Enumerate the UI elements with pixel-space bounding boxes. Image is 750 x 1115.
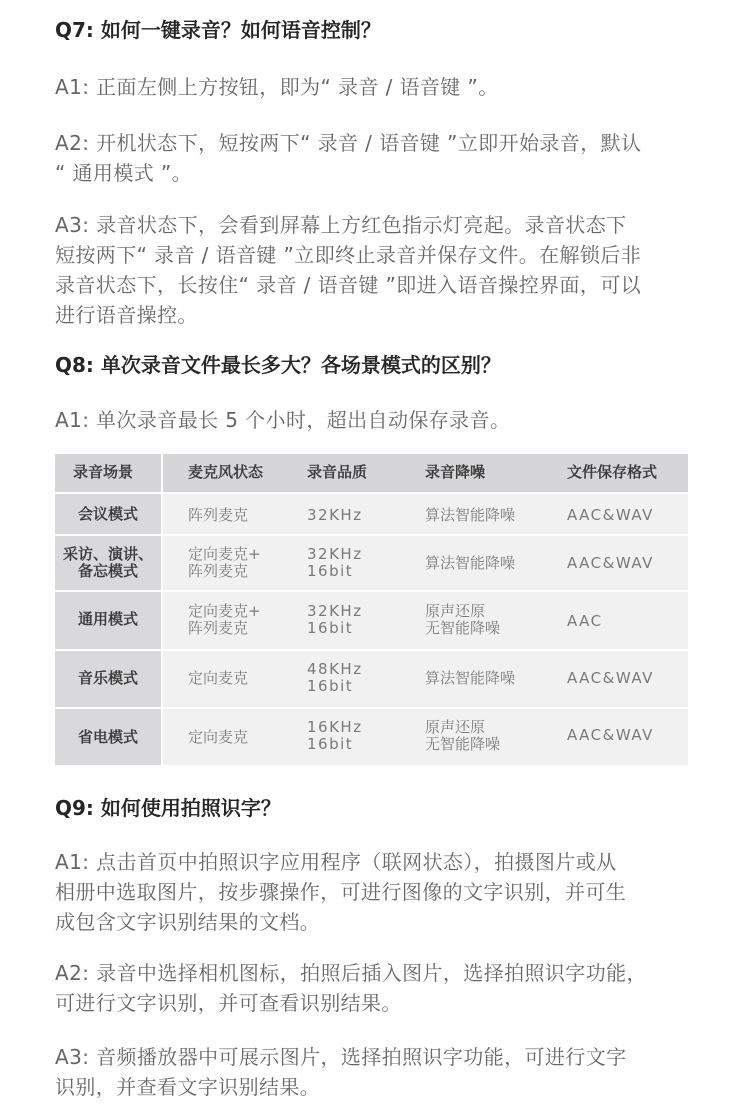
table-row-scene <box>55 506 161 523</box>
cell-line: 备忘模式 <box>77 562 138 580</box>
table-cell-quality <box>307 507 363 524</box>
q7-answer-2 <box>55 128 705 188</box>
cell-line: 48KHz <box>307 660 363 678</box>
cell-line: 16bit <box>307 677 354 695</box>
answer-line: 进行语音操控。 <box>55 303 198 327</box>
table-header-format: 文件保存格式 <box>567 463 658 481</box>
q7-question: Q7: 如何一键录音？如何语音控制？ <box>55 18 381 42</box>
table-cell-noise <box>425 670 515 687</box>
table-cell-noise <box>425 507 515 524</box>
table-cell-quality <box>307 546 363 580</box>
table-cell-mic <box>188 546 261 580</box>
answer-line: 识别，并查看文字识别结果。 <box>55 1075 321 1099</box>
q9-answer-2 <box>55 958 705 1018</box>
q8-question: Q8: 单次录音文件最长多大？各场景模式的区别？ <box>55 353 501 377</box>
table-header-noise: 录音降噪 <box>425 463 486 481</box>
table-cell-mic <box>188 603 261 637</box>
scene-mode-table <box>55 454 688 765</box>
cell-line: 阵列麦克 <box>188 562 249 580</box>
answer-line: 成包含文字识别结果的文档。 <box>55 910 321 934</box>
table-row-scene <box>55 546 161 580</box>
table-row-divider <box>55 534 688 536</box>
table-cell-noise <box>425 719 500 753</box>
cell-line: 16bit <box>307 619 354 637</box>
table-cell-mic <box>188 729 248 746</box>
table-cell-format <box>567 613 603 630</box>
cell-line: 16KHz <box>307 718 363 736</box>
cell-line: 16bit <box>307 562 354 580</box>
cell-line: 采访、演讲、 <box>62 545 153 563</box>
table-cell-quality <box>307 661 363 695</box>
table-cell-quality <box>307 603 363 637</box>
table-cell-noise <box>425 603 500 637</box>
answer-line: A2: 开机状态下，短按两下“ 录音 / 语音键 ”立即开始录音，默认 <box>55 131 642 155</box>
cell-line: AAC&WAV <box>567 554 654 572</box>
table-row-scene <box>55 670 161 687</box>
cell-line: 音乐模式 <box>77 669 138 687</box>
cell-line: 无智能降噪 <box>425 619 501 637</box>
cell-line: 会议模式 <box>77 505 138 523</box>
table-header-mic: 麦克风状态 <box>188 463 264 481</box>
table-row-divider <box>55 590 688 592</box>
table-row-divider <box>55 492 688 494</box>
answer-line: A1: 单次录音最长 5 个小时，超出自动保存录音。 <box>55 408 511 432</box>
table-row-divider <box>55 707 688 709</box>
table-row-scene <box>55 611 161 628</box>
table-cell-format <box>567 670 654 687</box>
cell-line: AAC <box>567 612 603 630</box>
cell-line: 算法智能降噪 <box>425 554 516 572</box>
answer-line: A1: 点击首页中拍照识字应用程序（联网状态），拍摄图片或从 <box>55 850 617 874</box>
cell-line: 16bit <box>307 735 354 753</box>
table-header-quality: 录音品质 <box>307 463 368 481</box>
answer-line: 短按两下“ 录音 / 语音键 ”立即终止录音并保存文件。在解锁后非 <box>55 243 642 267</box>
table-header-scene: 录音场景 <box>73 463 134 481</box>
q9-answer-3 <box>55 1042 705 1102</box>
cell-line: 32KHz <box>307 506 363 524</box>
answer-line: 录音状态下，长按住“ 录音 / 语音键 ”即进入语音操控界面，可以 <box>55 273 642 297</box>
table-cell-noise <box>425 555 515 572</box>
table-cell-mic <box>188 507 248 524</box>
cell-line: 阵列麦克 <box>188 619 249 637</box>
table-cell-format <box>567 727 654 744</box>
cell-line: AAC&WAV <box>567 669 654 687</box>
cell-line: 原声还原 <box>425 602 486 620</box>
cell-line: AAC&WAV <box>567 726 654 744</box>
cell-line: 定向麦克+ <box>188 602 261 620</box>
cell-line: 32KHz <box>307 545 363 563</box>
table-cell-mic <box>188 670 248 687</box>
table-cell-format <box>567 555 654 572</box>
table-cell-format <box>567 507 654 524</box>
cell-line: 算法智能降噪 <box>425 506 516 524</box>
answer-line: 相册中选取图片，按步骤操作，可进行图像的文字识别，并可生 <box>55 880 627 904</box>
cell-line: 32KHz <box>307 602 363 620</box>
answer-line: “ 通用模式 ”。 <box>55 161 193 185</box>
cell-line: 算法智能降噪 <box>425 669 516 687</box>
q8-answer-1 <box>55 405 705 435</box>
cell-line: 原声还原 <box>425 718 486 736</box>
cell-line: 无智能降噪 <box>425 735 501 753</box>
cell-line: AAC&WAV <box>567 506 654 524</box>
answer-line: A2: 录音中选择相机图标，拍照后插入图片，选择拍照识字功能， <box>55 961 647 985</box>
table-row-divider <box>55 649 688 651</box>
table-cell-quality <box>307 719 363 753</box>
q7-answer-1 <box>55 72 705 102</box>
cell-line: 定向麦克+ <box>188 545 261 563</box>
answer-line: 可进行文字识别，并可查看识别结果。 <box>55 991 402 1015</box>
answer-line: A3: 录音状态下，会看到屏幕上方红色指示灯亮起。录音状态下 <box>55 213 627 237</box>
cell-line: 通用模式 <box>77 610 138 628</box>
table-column-divider <box>161 454 163 765</box>
cell-line: 省电模式 <box>77 728 138 746</box>
q9-question: Q9: 如何使用拍照识字？ <box>55 796 281 820</box>
cell-line: 阵列麦克 <box>188 506 249 524</box>
cell-line: 定向麦克 <box>188 728 249 746</box>
q9-answer-1 <box>55 847 705 937</box>
cell-line: 定向麦克 <box>188 669 249 687</box>
table-row-scene <box>55 729 161 746</box>
answer-line: A3: 音频播放器中可展示图片，选择拍照识字功能，可进行文字 <box>55 1045 627 1069</box>
answer-line: A1: 正面左侧上方按钮，即为“ 录音 / 语音键 ”。 <box>55 75 499 99</box>
q7-answer-3 <box>55 210 705 330</box>
